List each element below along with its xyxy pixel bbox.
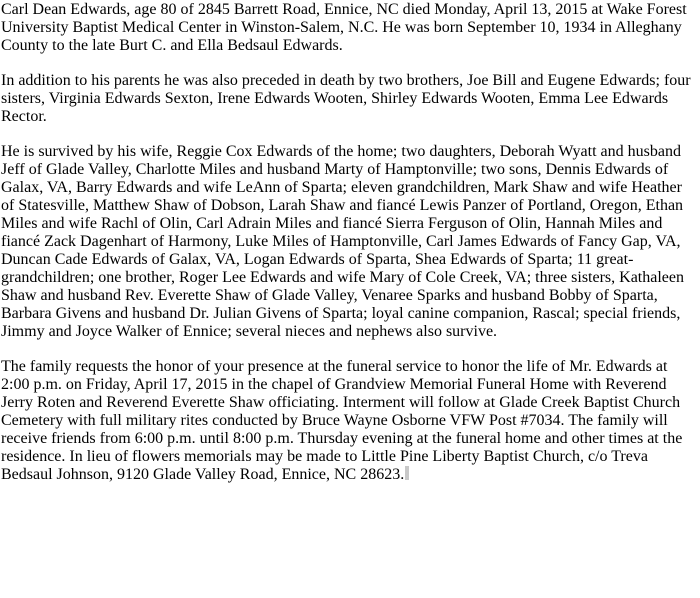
paragraph-funeral-service [1,358,698,484]
obituary-document [1,1,698,484]
paragraph-birth: Carl Dean Edwards, age 80 of 2845 Barrett Road, Ennice, NC died Monday, April 13, 2015 at Wake Forest University Baptist Medical Center in Winston-Salem, N.C. He was born September 10, 1934 in Alleghany County to the late Burt C. and Ella Bedsaul Edwards. [1,1,687,54]
paragraph-survivors: He is survived by his wife, Reggie Cox Edwards of the home; two daughters, Deborah Wyatt and husband Jeff of Glade Valley, Charlotte Miles and husband Marty of Hamptonville; two sons, Dennis Edwards of Galax, VA, Barry Edwards and wife LeAnn of Sparta; eleven grandchildren, Mark Shaw and wife Heather of Statesville, Matthew Shaw of Dobson, Larah Shaw and fiancé Lewis Panzer of Portland, Oregon, Ethan Miles and wife Rachl of Olin, Carl Adrain Miles and fiancé Sierra Ferguson of Olin, Hannah Miles and fiancé Zack Dagenhart of Harmony, Luke Miles of Hamptonville, Carl James Edwards of Fancy Gap, VA, Duncan Cade Edwards of Galax, VA, Logan Edwards of Sparta, Shea Edwards of Sparta; 11 great-grandchildren; one brother, Roger Lee Edwards and wife Mary of Cole Creek, VA; three sisters, Kathaleen Shaw and husband Rev. Everette Shaw of Glade Valley, Venaree Sparks and husband Bobby of Sparta, Barbara Givens and husband Dr. Julian Givens of Sparta; loyal canine companion, Rascal; special friends, Jimmy and Joyce Walker of Ennice; several nieces and nephews also survive. [1,143,684,340]
funeral-service-text: The family requests the honor of your presence at the funeral service to honor the life of Mr. Edwards at 2:00 p.m. on Friday, April 17, 2015 in the chapel of Grandview Memorial Funeral Home with Reverend Jerry Roten and Reverend Everette Shaw officiating. Interment will follow at Glade Creek Baptist Church Cemetery with full military rites conducted by Bruce Wayne Osborne VFW Post #7034. The family will receive friends from 6:00 p.m. until 8:00 p.m. Thursday evening at the funeral home and other times at the residence. In lieu of flowers memorials may be made to Little Pine Liberty Baptist Church, c/o Treva Bedsaul Johnson, 9120 Glade Valley Road, Ennice, NC 28623. [1,358,683,483]
text-cursor [405,466,409,480]
paragraph-preceded-in-death: In addition to his parents he was also preceded in death by two brothers, Joe Bill and Eugene Edwards; four sisters, Virginia Edwards Sexton, Irene Edwards Wooten, Shirley Edwards Wooten, Emma Lee Edwards Rector. [1,72,691,125]
